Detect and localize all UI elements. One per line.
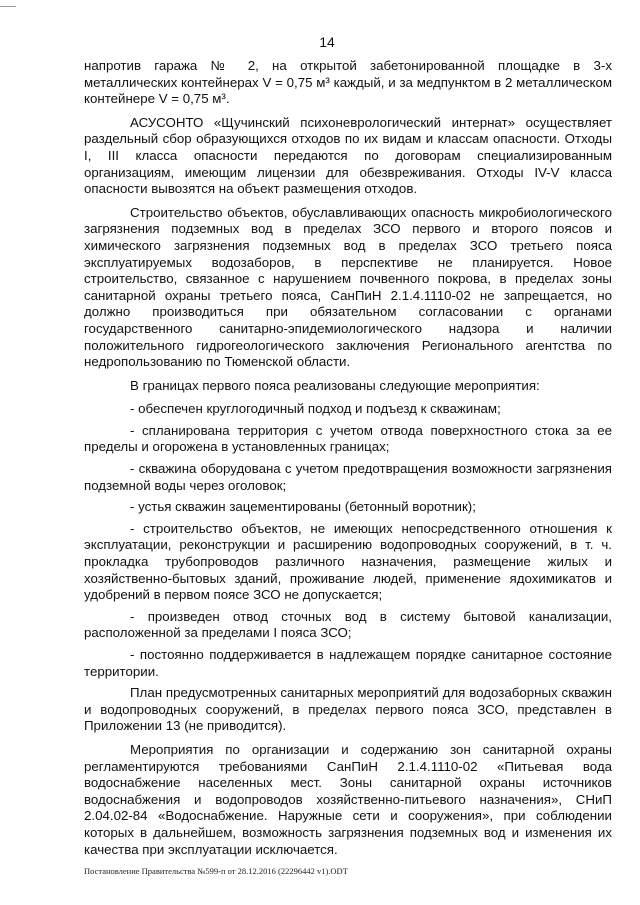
paragraph-waste-containers: напротив гаража № 2, на открытой забетонированной площадке в 3-х металлических контейнерах V = 0,75 м³ каждый, и за медпунктом в 2 металлическом контейнере V = 0,75 м³. [84, 58, 612, 107]
paragraph-waste-collection: АСУСОНТО «Щучинский психоневрологический интернат» осуществляет раздельный сбор образующихся отходов по их видам и классам опасности. Отходы I, III класса опасности передаются по договорам специализированным организациям, имеющим лицензии для обезвреживания. Отходы IV-V класса опасности вывозятся на объект размещения отходов. [84, 114, 612, 197]
list-item-well-equipment: - скважина оборудована с учетом предотвращения возможности загрязнения подземной воды через оголовок; [84, 461, 612, 493]
list-item-well-cementing: - устья скважин зацементированы (бетонный воротник); [130, 499, 476, 515]
paragraph-construction: Строительство объектов, обуславливающих опасность микробиологического загрязнения подземных вод в пределах ЗСО первого и второго поясов и химического загрязнения подземных вод в пределах ЗСО третьего пояса эксплуатируемых водозаборов, в перспективе не планируется. Новое строительство, связанное с нарушением почвенного покрова, в пределах зоны санитарной охраны третьего пояса, СанПиН 2.1.4.1110-02 не запрещается, но должно производиться при обязательном согласовании с органами государственного санитарно-эпидемиологического надзора и наличии положительного гидрогеологического заключения Регионального агентства по недропользованию по Тюменской области. [84, 204, 612, 370]
paragraph-regulations: Мероприятия по организации и содержанию зон санитарной охраны регламентируются требованиями СанПиН 2.1.4.1110-02 «Питьевая вода водоснабжение населенных мест. Зоны санитарной охраны источников водоснабжения и водопроводов хозяйственно-питьевого назначения», СНиП 2.04.02-84 «Водоснабжение. Наружные сети и сооружения», при соблюдении которых в дальнейшем, возможность загрязнения подземных вод и изменения их качества при эксплуатации исключается. [84, 741, 612, 857]
list-item-construction-ban: - строительство объектов, не имеющих непосредственного отношения к эксплуатации, реконструкции и расширению водопроводных сооружений, в т. ч. прокладка трубопроводов различного назначения, размещение жилых и хозяйственно-бытовых зданий, проживание людей, применение ядохимикатов и удобрений в первом поясе ЗСО не допускается; [84, 520, 612, 603]
list-item-wastewater: - произведен отвод сточных вод в систему бытовой канализации, расположенной за пределами I пояса ЗСО; [84, 608, 612, 641]
paragraph-plan: План предусмотренных санитарных мероприятий для водозаборных скважин и водопроводных сооружений, в пределах первого пояса ЗСО, представлен в Приложении 13 (не приводится). [84, 685, 612, 734]
list-item-territory: - спланирована территория с учетом отвода поверхностного стока за ее пределы и огорожена в установленных границах; [84, 422, 612, 455]
document-body [84, 58, 612, 865]
page-number: 14 [319, 34, 335, 50]
document-footer: Постановление Правительства №599-п от 28.12.2016 (22296442 v1).ODT [84, 866, 348, 876]
scan-corner-mark [0, 0, 16, 7]
list-item-sanitary-state: - постоянно поддерживается в надлежащем порядке санитарное состояние территории. [84, 647, 612, 679]
paragraph-measures-intro: В границах первого пояса реализованы следующие мероприятия: [130, 377, 540, 393]
list-item-access: - обеспечен круглогодичный подход и подъезд к скважинам; [130, 401, 501, 417]
